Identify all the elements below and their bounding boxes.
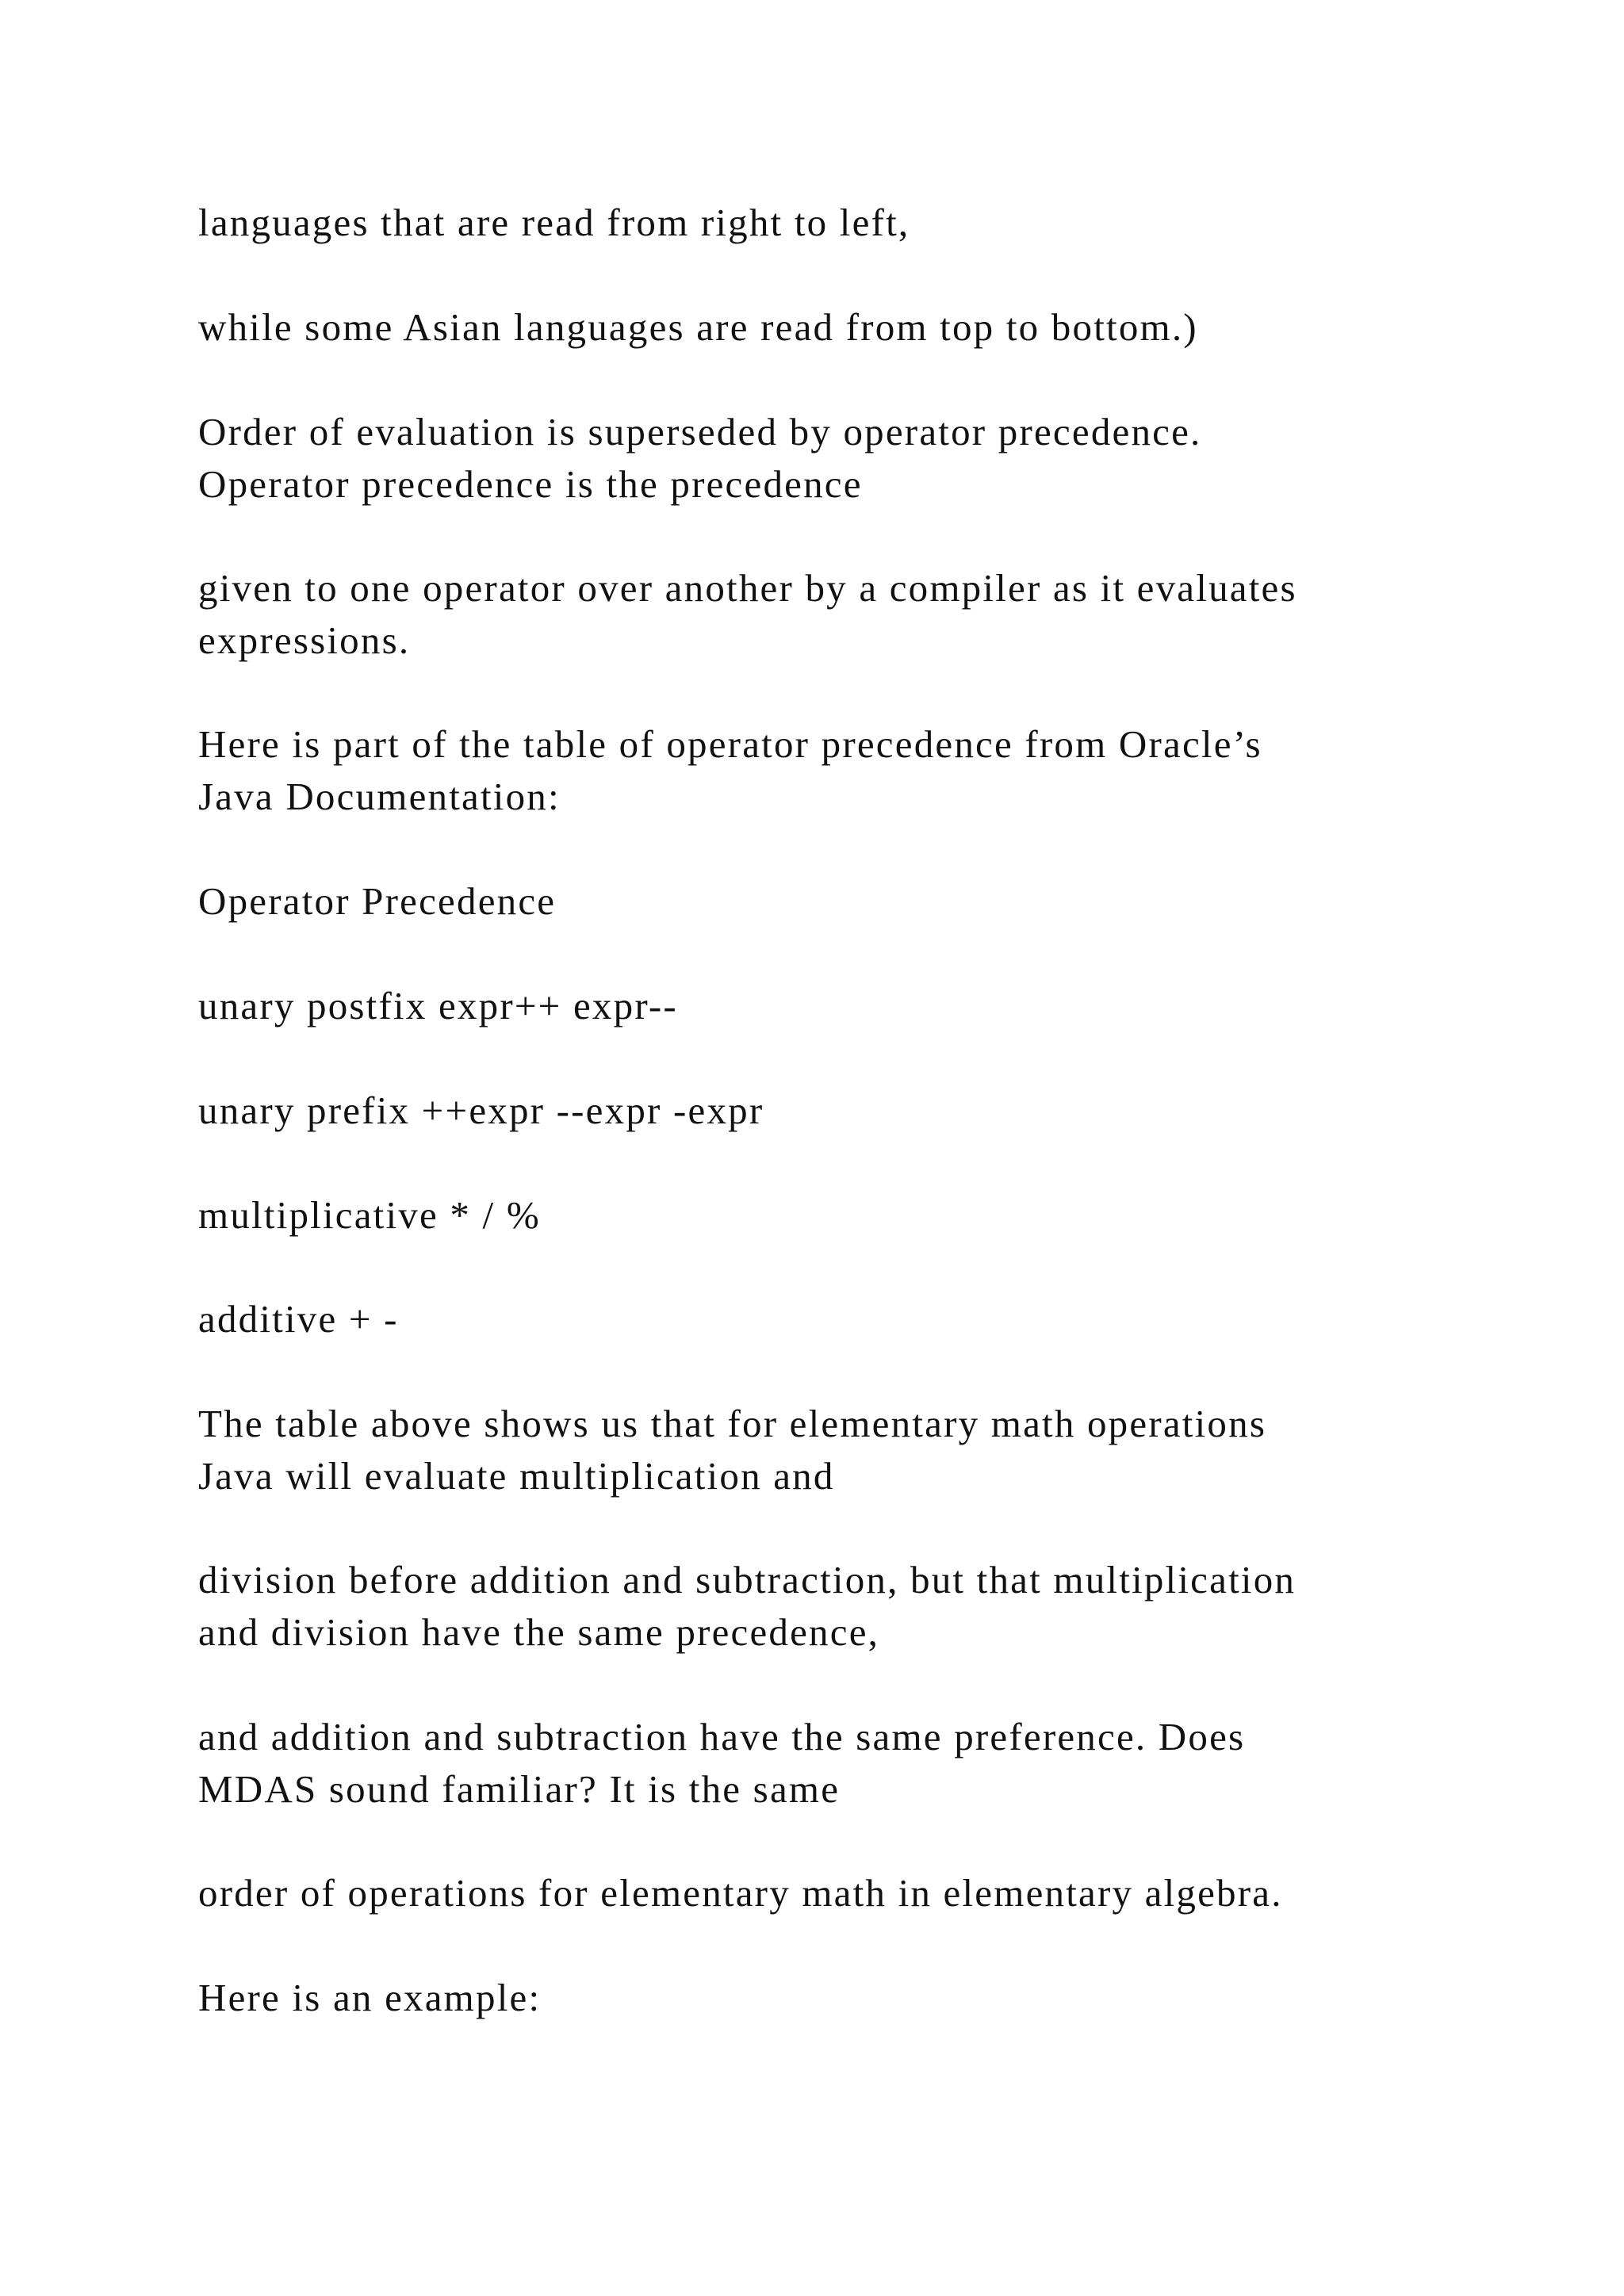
paragraph-order-of-operations bbox=[198, 1867, 1499, 1919]
text-line: Java Documentation: bbox=[198, 775, 561, 818]
table-row-unary-prefix bbox=[198, 1085, 1499, 1137]
paragraph-division-before-addition bbox=[198, 1554, 1499, 1659]
text-line: given to one operator over another by a compiler as it evaluates bbox=[198, 566, 1297, 610]
paragraph-operator-over-another bbox=[198, 562, 1499, 667]
paragraph-example-intro bbox=[198, 1972, 1499, 2024]
text-line: Here is part of the table of operator precedence from Oracle’s bbox=[198, 722, 1262, 766]
text-line: unary postfix expr++ expr-- bbox=[198, 984, 678, 1027]
text-line: Here is an example: bbox=[198, 1976, 542, 2019]
paragraph-table-explanation bbox=[198, 1398, 1499, 1502]
text-line: additive + - bbox=[198, 1297, 399, 1341]
paragraph-asian-languages bbox=[198, 301, 1499, 354]
text-line: Java will evaluate multiplication and bbox=[198, 1454, 835, 1498]
text-line: unary prefix ++expr --expr -expr bbox=[198, 1089, 764, 1132]
text-line: while some Asian languages are read from top to bottom.) bbox=[198, 305, 1198, 349]
text-line: multiplicative * / % bbox=[198, 1193, 541, 1237]
text-line: order of operations for elementary math in elementary algebra. bbox=[198, 1871, 1283, 1915]
text-line: MDAS sound familiar? It is the same bbox=[198, 1767, 841, 1811]
table-row-multiplicative bbox=[198, 1189, 1499, 1242]
paragraph-mdas bbox=[198, 1711, 1499, 1816]
table-header-operator-precedence bbox=[198, 875, 1499, 928]
text-line: Operator Precedence bbox=[198, 879, 557, 923]
paragraph-rtl-languages bbox=[198, 197, 1499, 249]
paragraph-order-of-evaluation bbox=[198, 406, 1499, 511]
paragraph-table-intro bbox=[198, 718, 1499, 823]
text-line: languages that are read from right to left, bbox=[198, 201, 910, 244]
text-line: and division have the same precedence, bbox=[198, 1610, 880, 1654]
table-row-additive bbox=[198, 1293, 1499, 1345]
text-line: The table above shows us that for elementary math operations bbox=[198, 1402, 1267, 1445]
text-line: expressions. bbox=[198, 618, 411, 662]
text-line: and addition and subtraction have the same preference. Does bbox=[198, 1715, 1246, 1758]
table-row-unary-postfix bbox=[198, 980, 1499, 1032]
text-line: Operator precedence is the precedence bbox=[198, 462, 863, 506]
text-line: division before addition and subtraction, but that multiplication bbox=[198, 1558, 1297, 1601]
text-line: Order of evaluation is superseded by operator precedence. bbox=[198, 410, 1202, 453]
